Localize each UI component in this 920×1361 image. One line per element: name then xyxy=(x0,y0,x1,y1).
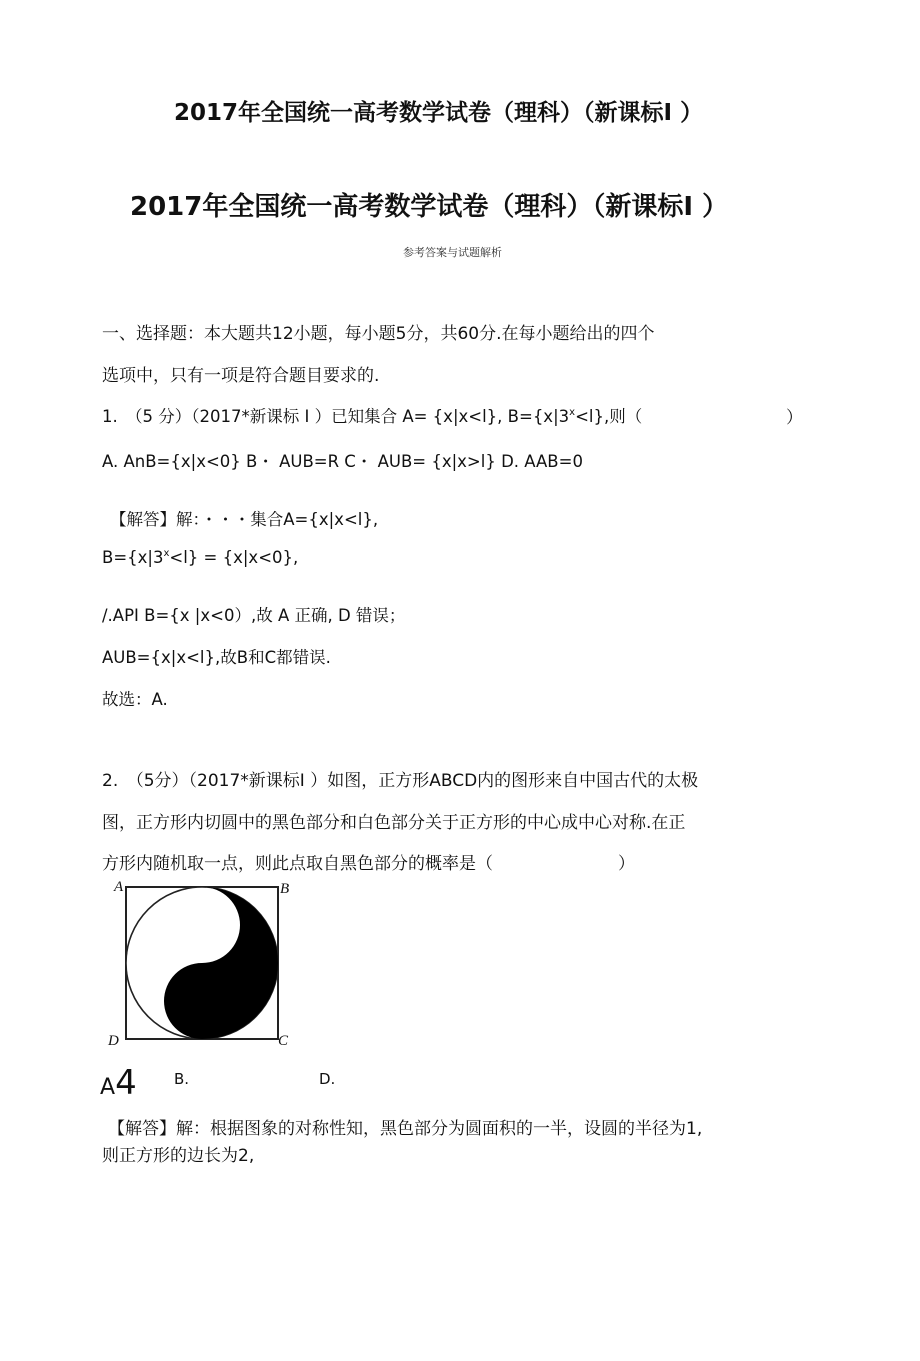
q1-answer-line-1: 【解答】解：・・・集合A={x|x<l}, xyxy=(110,510,379,529)
page-subtitle: 参考答案与试题解析 xyxy=(403,246,502,259)
q2-answer-line-2: 则正方形的边长为2, xyxy=(102,1146,255,1166)
white-dot xyxy=(195,918,209,932)
q2-option-b: B. xyxy=(174,1070,190,1088)
black-dot xyxy=(195,994,209,1008)
q1-answer-2-pre: B={x|3 xyxy=(102,548,164,567)
vertex-label-a: A xyxy=(114,879,124,895)
q1-stem-post: <l},则（ xyxy=(575,407,643,426)
q1-answer-2-post: <l} = {x|x<0}, xyxy=(169,548,299,567)
q1-answer-line-3: /.API B={x |x<0）,故 A 正确, D 错误； xyxy=(102,606,406,625)
q2-option-d: D. xyxy=(319,1070,336,1088)
section-intro-line-1: 一、选择题：本大题共12小题，每小题5分，共60分.在每小题给出的四个 xyxy=(102,324,655,344)
q2-stem-line-2: 图，正方形内切圆中的黑色部分和白色部分关于正方形的中心成中心对称.在正 xyxy=(102,813,686,833)
q2-option-a-letter: A xyxy=(100,1075,116,1100)
q1-stem-exponent: x xyxy=(569,407,576,418)
vertex-label-c: C xyxy=(278,1033,289,1049)
q1-answer-2-exponent: x xyxy=(163,548,170,559)
q1-answer-line-2 xyxy=(102,548,298,567)
header-title: 2017年全国统一高考数学试卷（理科）（新课标I ） xyxy=(174,100,704,126)
q2-paren-close: ） xyxy=(618,854,635,874)
q1-paren-close: ） xyxy=(786,408,803,428)
taiji-figure xyxy=(104,874,300,1050)
page-title: 2017年全国统一高考数学试卷（理科）（新课标I ） xyxy=(130,192,729,222)
q1-stem-pre: 1. （5 分）（2017*新课标 I ）已知集合 A= {x|x<l}, B={x|3 xyxy=(102,407,570,426)
q2-stem-line-3: 方形内随机取一点，则此点取自黑色部分的概率是（ xyxy=(102,854,493,874)
q2-option-a xyxy=(100,1063,137,1105)
q1-stem xyxy=(102,403,642,427)
q1-options: A. AnB={x|x<0} B・ AUB=R C・ AUB= {x|x>l} D. AAB=0 xyxy=(102,452,583,471)
vertex-label-b: B xyxy=(280,881,290,897)
q1-answer-line-5: 故选：A. xyxy=(102,690,168,709)
q2-answer-line-1: 【解答】解：根据图象的对称性知，黑色部分为圆面积的一半，设圆的半径为1, xyxy=(108,1119,703,1139)
vertex-label-d: D xyxy=(108,1033,119,1049)
section-intro-line-2: 选项中，只有一项是符合题目要求的. xyxy=(102,366,380,386)
q1-answer-line-4: AUB={x|x<l},故B和C都错误. xyxy=(102,648,331,667)
q2-option-a-value: 4 xyxy=(115,1063,137,1103)
q2-stem-line-1: 2. （5分）（2017*新课标I ）如图，正方形ABCD内的图形来自中国古代的太极 xyxy=(102,771,699,791)
